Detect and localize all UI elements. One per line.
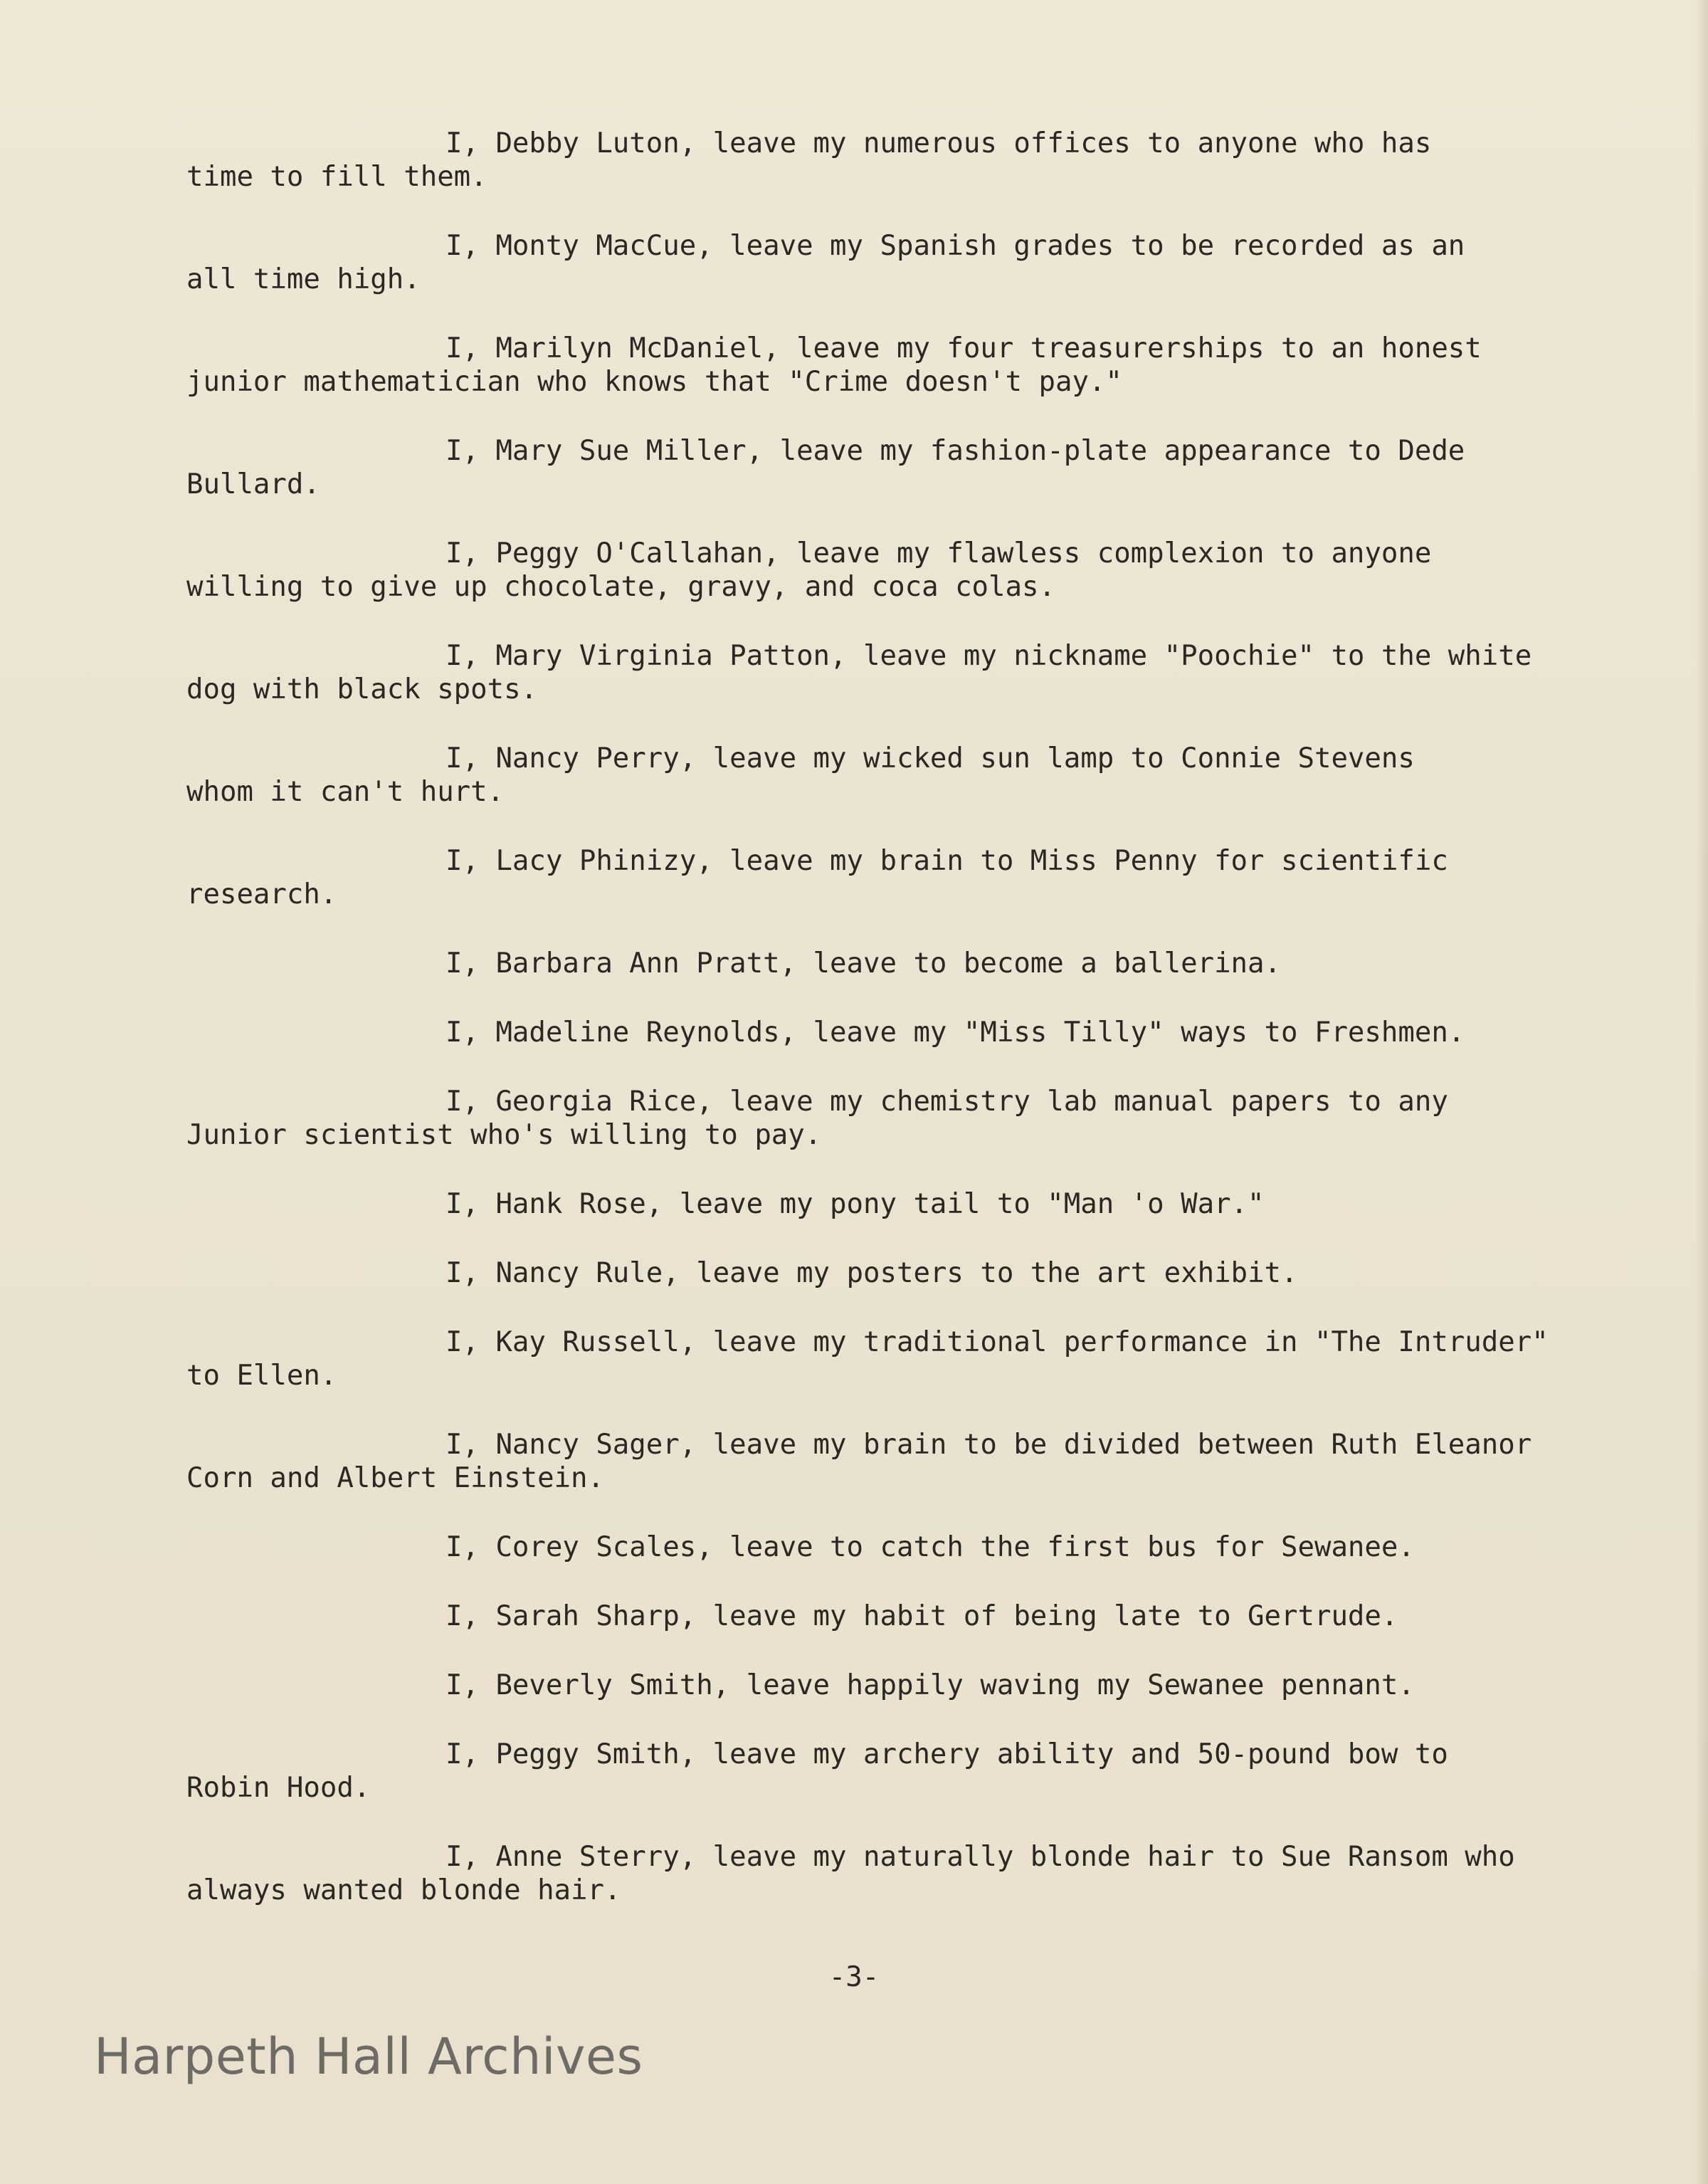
page-edge-shadow [1695, 0, 1708, 2184]
entry-rice [186, 1085, 1581, 1152]
entry-line: I, Nancy Perry, leave my wicked sun lamp to Connie Stevens [446, 742, 1415, 775]
entry-line: I, Corey Scales, leave to catch the first bus for Sewanee. [446, 1531, 1415, 1563]
entry-rose [186, 1187, 1581, 1221]
entry-line: Corn and Albert Einstein. [186, 1462, 604, 1494]
entry-line: whom it can't hurt. [186, 776, 505, 808]
entry-line: I, Georgia Rice, leave my chemistry lab manual papers to any [446, 1086, 1448, 1118]
entry-line: research. [186, 878, 337, 910]
entry-line: junior mathematician who knows that "Crime doesn't pay." [186, 366, 1122, 398]
entry-pratt [186, 947, 1581, 980]
entry-line: Robin Hood. [186, 1772, 371, 1804]
document-body [186, 127, 1581, 1943]
entry-luton [186, 127, 1581, 194]
entry-line: time to fill them. [186, 161, 487, 193]
entry-sharp [186, 1600, 1581, 1633]
entry-perry [186, 742, 1581, 809]
entry-rule [186, 1256, 1581, 1290]
entry-peggy-smith [186, 1738, 1581, 1805]
page-number: -3- [828, 1961, 880, 1993]
entry-scales [186, 1531, 1581, 1564]
entry-line: I, Beverly Smith, leave happily waving my Sewanee pennant. [446, 1669, 1415, 1701]
entry-beverly-smith [186, 1669, 1581, 1702]
entry-line: I, Mary Sue Miller, leave my fashion-plate appearance to Dede [446, 435, 1465, 467]
entry-line: Junior scientist who's willing to pay. [186, 1119, 822, 1151]
entry-reynolds [186, 1016, 1581, 1049]
entry-line: I, Peggy O'Callahan, leave my flawless complexion to anyone [446, 537, 1432, 569]
entry-line: I, Marilyn McDaniel, leave my four treasurerships to an honest [446, 332, 1482, 364]
entry-miller [186, 434, 1581, 501]
entry-line: all time high. [186, 263, 421, 295]
entry-line: Bullard. [186, 468, 320, 500]
entry-sterry [186, 1840, 1581, 1907]
entry-line: I, Nancy Sager, leave my brain to be divided between Ruth Eleanor [446, 1429, 1532, 1461]
entry-sager [186, 1428, 1581, 1495]
entry-phinizy [186, 844, 1581, 911]
entry-line: always wanted blonde hair. [186, 1874, 621, 1906]
entry-line: willing to give up chocolate, gravy, and coca colas. [186, 571, 1055, 603]
entry-mcdaniel [186, 332, 1581, 399]
entry-russell [186, 1325, 1581, 1392]
entry-line: I, Nancy Rule, leave my posters to the art exhibit. [446, 1257, 1298, 1289]
entry-line: I, Sarah Sharp, leave my habit of being late to Gertrude. [446, 1600, 1398, 1632]
entry-line: I, Barbara Ann Pratt, leave to become a ballerina. [446, 947, 1281, 980]
entry-line: I, Anne Sterry, leave my naturally blonde hair to Sue Ransom who [446, 1841, 1515, 1873]
entry-maccue [186, 229, 1581, 296]
entry-line: I, Peggy Smith, leave my archery ability and 50-pound bow to [446, 1738, 1448, 1770]
entry-patton [186, 639, 1581, 706]
entry-ocallahan [186, 537, 1581, 604]
entry-line: I, Lacy Phinizy, leave my brain to Miss Penny for scientific [446, 845, 1448, 877]
entry-line: I, Debby Luton, leave my numerous offices to anyone who has [446, 127, 1432, 159]
entry-line: I, Kay Russell, leave my traditional performance in "The Intruder" [446, 1326, 1549, 1358]
entry-line: I, Monty MacCue, leave my Spanish grades to be recorded as an [446, 230, 1465, 262]
entry-line: I, Mary Virginia Patton, leave my nickname "Poochie" to the white [446, 640, 1532, 672]
entry-line: dog with black spots. [186, 673, 538, 705]
entry-line: I, Hank Rose, leave my pony tail to "Man 'o War." [446, 1188, 1265, 1220]
entry-line: I, Madeline Reynolds, leave my "Miss Tilly" ways to Freshmen. [446, 1017, 1465, 1049]
entry-line: to Ellen. [186, 1360, 337, 1392]
archive-watermark: Harpeth Hall Archives [94, 2027, 643, 2086]
